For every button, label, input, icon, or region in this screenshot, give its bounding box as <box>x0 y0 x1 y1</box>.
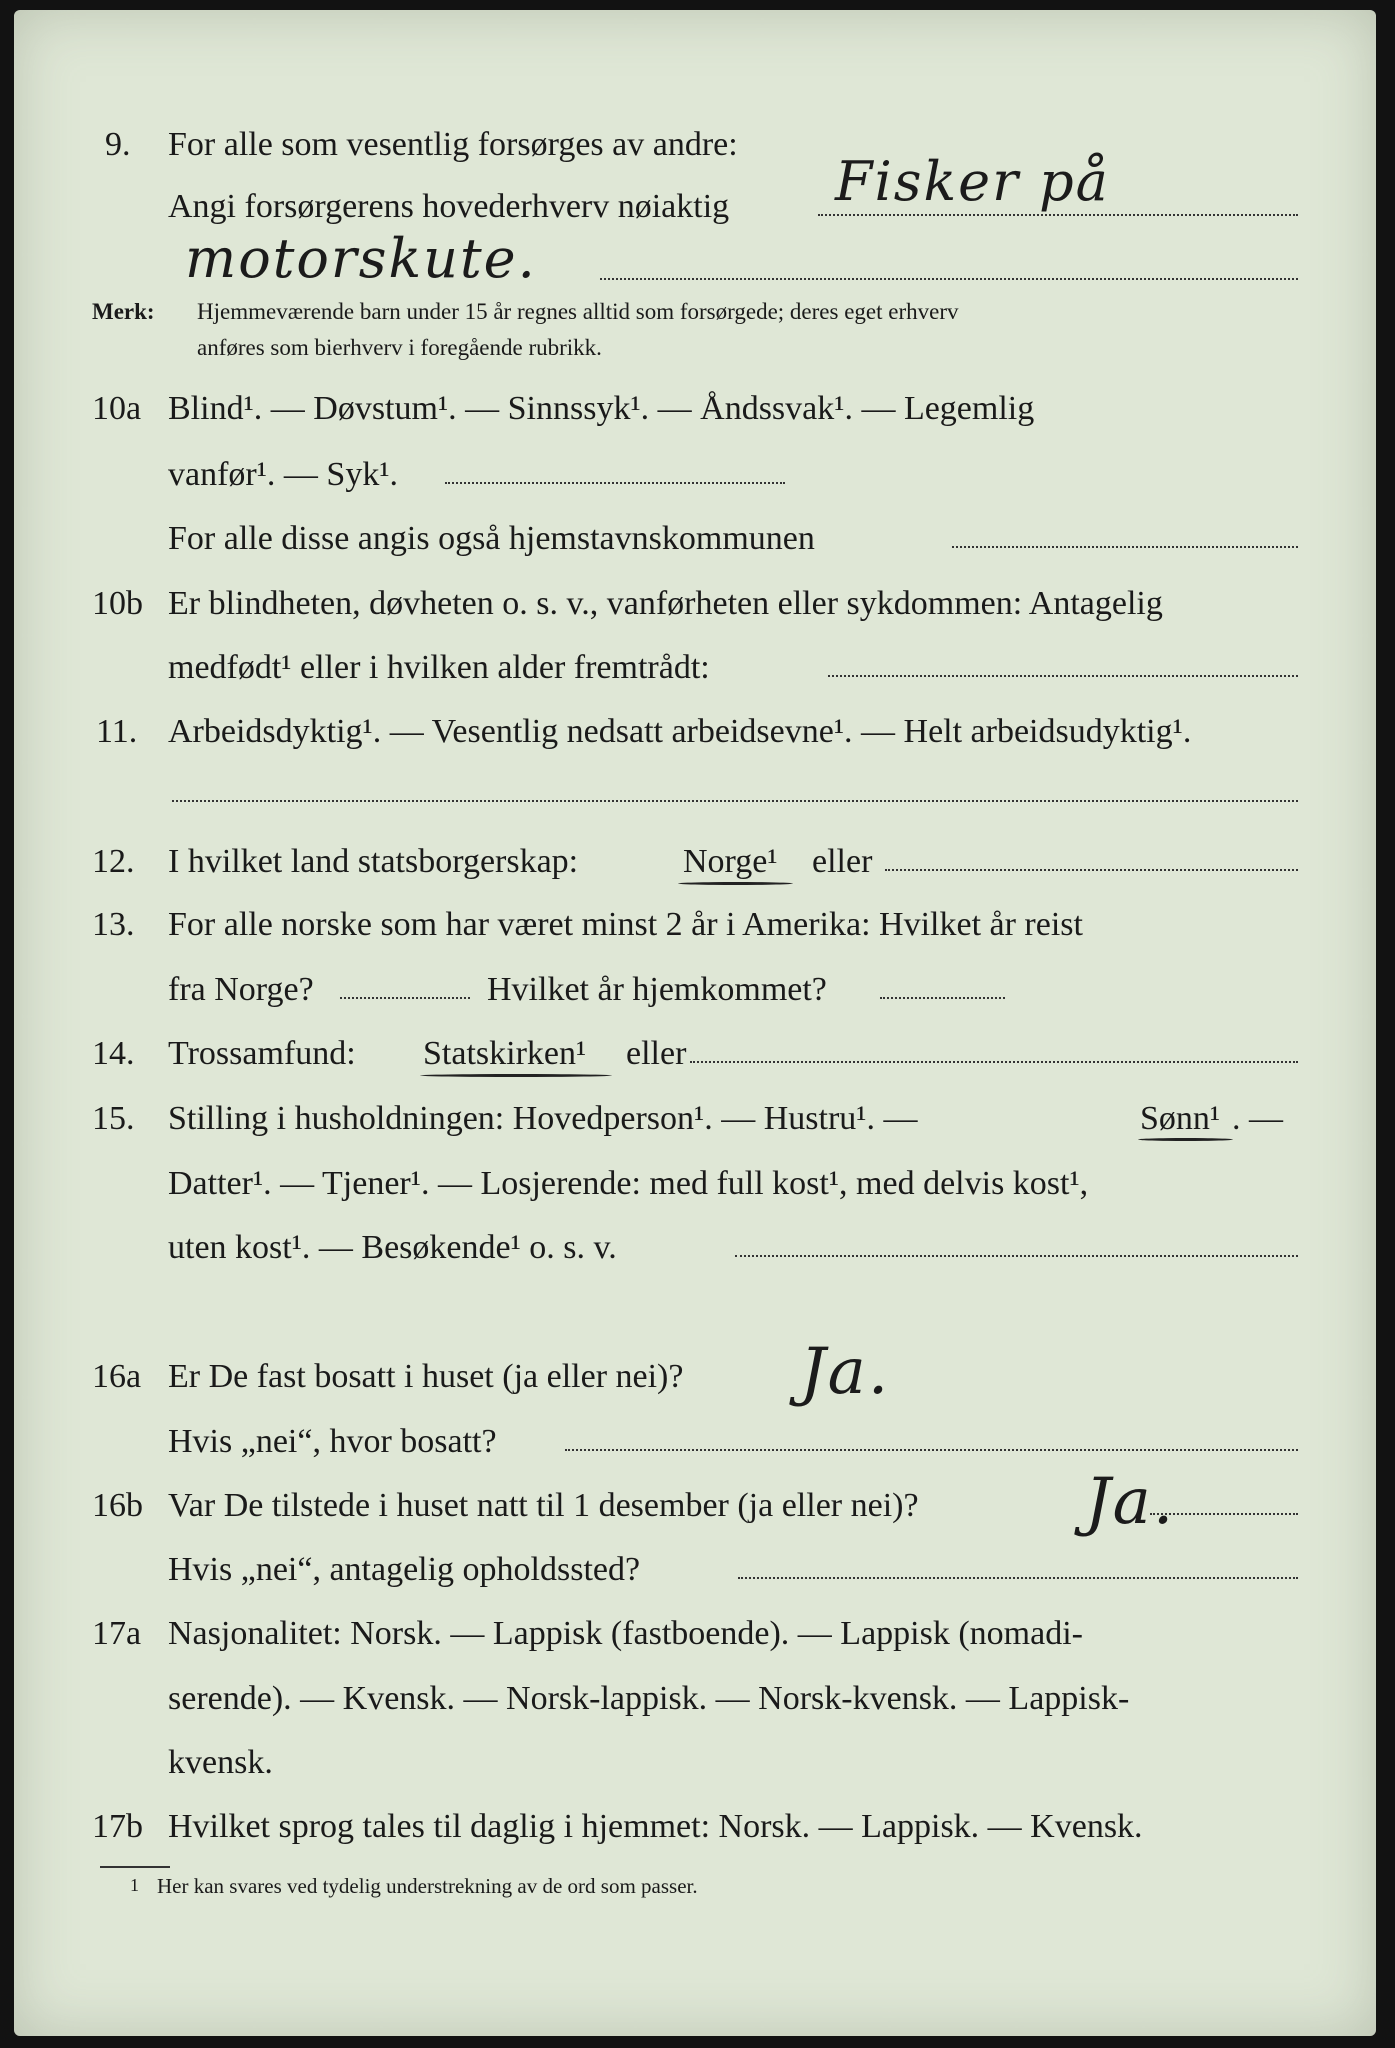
q15-line1-c: . — <box>1232 1100 1283 1137</box>
q17a-line1: Nasjonalitet: Norsk. — Lappisk (fastboende). — Lappisk (nomadi- <box>168 1615 1083 1652</box>
q15-line3: uten kost¹. — Besøkende¹ o. s. v. <box>168 1229 617 1266</box>
q10b-line1: Er blindheten, døvheten o. s. v., vanførheten eller sykdommen: Antagelig <box>168 585 1163 622</box>
q16b-handwritten-answer: Ja. <box>1085 1465 1176 1539</box>
footnote-rule <box>100 1866 170 1868</box>
q14-statskirken: Statskirken¹ <box>423 1035 587 1072</box>
q10b-alder-line <box>828 675 1298 677</box>
q15-sonn-underline <box>1138 1138 1233 1141</box>
q16a-line2: Hvis „nei“, hvor bosatt? <box>168 1423 497 1460</box>
footnote-text: Her kan svares ved tydelig understrekning av de ord som passer. <box>157 1874 698 1898</box>
q16b-answer-line <box>1150 1513 1298 1515</box>
q17a-number: 17a <box>92 1615 142 1652</box>
q12-line1-a: I hvilket land statsborgerskap: <box>168 843 579 880</box>
q13-hjemkommet-line <box>880 997 1005 999</box>
q15-line2: Datter¹. — Tjener¹. — Losjerende: med full kost¹, med delvis kost¹, <box>168 1165 1089 1202</box>
merk-line1: Hjemmeværende barn under 15 år regnes alltid som forsørgede; deres eget erhverv <box>197 299 959 324</box>
q16b-line2: Hvis „nei“, antagelig opholdssted? <box>168 1551 641 1588</box>
q16a-number: 16a <box>92 1358 142 1395</box>
q13-line2-b: Hvilket år hjemkommet? <box>487 971 827 1008</box>
q15-answer-line <box>735 1255 1298 1257</box>
merk-label: Merk: <box>92 299 155 324</box>
q14-statskirken-underline <box>420 1074 612 1077</box>
q17b-line1: Hvilket sprog tales til daglig i hjemmet: Norsk. — Lappisk. — Kvensk. <box>168 1808 1143 1845</box>
merk-line2: anføres som bierhverv i foregående rubrikk. <box>197 335 602 360</box>
q9-handwritten-answer-b: motorskute. <box>185 227 537 290</box>
q16a-answer-line <box>565 1449 1298 1451</box>
q16b-line1: Var De tilstede i huset natt til 1 desember (ja eller nei)? <box>168 1487 919 1524</box>
q10a-line3: For alle disse angis også hjemstavnskommunen <box>168 520 815 557</box>
q14-answer-line <box>690 1061 1298 1063</box>
q13-line1: For alle norske som har været minst 2 år i Amerika: Hvilket år reist <box>168 906 1083 943</box>
q9-answer-line-2 <box>600 278 1298 280</box>
q12-norge: Norge¹ <box>683 843 778 880</box>
q10a-kommune-line <box>952 546 1298 548</box>
q16b-number: 16b <box>92 1487 143 1524</box>
q12-number: 12. <box>92 843 135 880</box>
q11-answer-line <box>172 800 1298 802</box>
q11-number: 11. <box>96 713 138 750</box>
q10a-line1: Blind¹. — Døvstum¹. — Sinnssyk¹. — Åndssvak¹. — Legemlig <box>168 390 1035 427</box>
q9-number: 9. <box>105 126 131 163</box>
q9-line1: For alle som vesentlig forsørges av andre: <box>168 126 738 163</box>
q10a-line2: vanfør¹. — Syk¹. <box>168 456 399 493</box>
q17b-number: 17b <box>92 1808 143 1845</box>
q17a-line3: kvensk. <box>168 1744 273 1781</box>
q14-number: 14. <box>92 1035 135 1072</box>
q10b-line2: medfødt¹ eller i hvilken alder fremtrådt: <box>168 649 710 686</box>
q15-line1-a: Stilling i husholdningen: Hovedperson¹. — Hustru¹. — <box>168 1100 918 1137</box>
q10b-number: 10b <box>92 585 143 622</box>
q11-line1: Arbeidsdyktig¹. — Vesentlig nedsatt arbeidsevne¹. — Helt arbeidsudyktig¹. <box>168 713 1192 750</box>
q14-line1-a: Trossamfund: <box>168 1035 356 1072</box>
q10a-number: 10a <box>92 390 142 427</box>
q9-answer-line <box>818 214 1298 216</box>
q9-handwritten-answer-a: Fisker på <box>835 150 1110 213</box>
q10a-syk-line <box>445 482 785 484</box>
q13-number: 13. <box>92 906 135 943</box>
q9-line2: Angi forsørgerens hovederhverv nøiaktig <box>168 188 730 225</box>
q14-line1-c: eller <box>626 1035 687 1072</box>
q12-norge-underline <box>678 882 793 885</box>
q15-sonn: Sønn¹ <box>1140 1100 1221 1137</box>
footnote-mark: 1 <box>130 1875 139 1895</box>
q16a-handwritten-answer: Ja. <box>800 1335 891 1409</box>
q17a-line2: serende). — Kvensk. — Norsk-lappisk. — Norsk-kvensk. — Lappisk- <box>168 1680 1130 1717</box>
q16a-line1: Er De fast bosatt i huset (ja eller nei)? <box>168 1358 684 1395</box>
q13-line2-a: fra Norge? <box>168 971 314 1008</box>
q12-line1-c: eller <box>812 843 873 880</box>
q13-reist-line <box>340 997 470 999</box>
q16b-opholdssted-line <box>738 1577 1298 1579</box>
q15-number: 15. <box>92 1100 135 1137</box>
q12-answer-line <box>885 869 1298 871</box>
